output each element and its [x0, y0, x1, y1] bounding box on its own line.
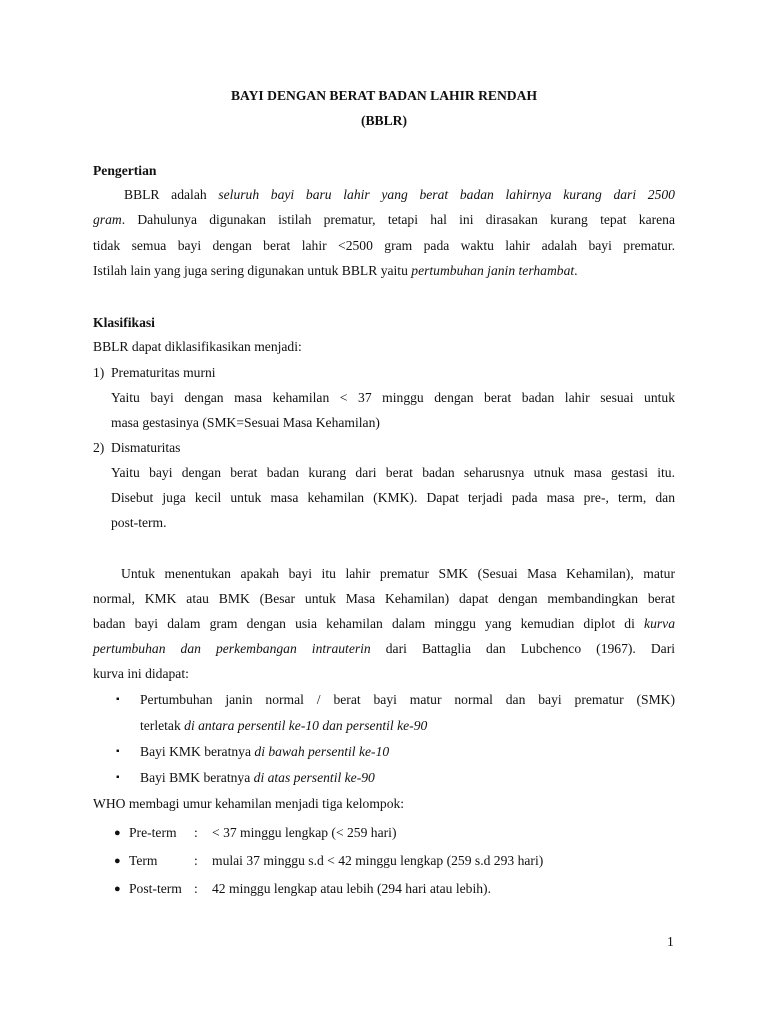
- document-title-line1: BAYI DENGAN BERAT BADAN LAHIR RENDAH: [230, 88, 538, 103]
- who-desc: mulai 37 minggu s.d < 42 minggu lengkap (259 s.d 293 hari): [212, 853, 544, 868]
- who-colon: :: [194, 853, 198, 868]
- who-intro: WHO membagi umur kehamilan menjadi tiga kelompok:: [93, 796, 405, 811]
- paragraph-line: Untuk menentukan apakah bayi itu lahir prematur SMK (Sesuai Masa Kehamilan), matur: [121, 566, 675, 581]
- list-item-text: masa gestasinya (SMK=Sesuai Masa Kehamilan): [111, 415, 380, 430]
- list-item-text: Yaitu bayi dengan masa kehamilan < 37 minggu dengan berat badan lahir sesuai untuk: [111, 390, 675, 405]
- who-desc: < 37 minggu lengkap (< 259 hari): [212, 825, 397, 840]
- document-title-line2: (BBLR): [360, 113, 408, 128]
- list-number: 1): [93, 365, 105, 380]
- list-item-text: post-term.: [111, 515, 167, 530]
- paragraph-line: kurva ini didapat:: [93, 666, 189, 681]
- round-bullet-icon: ●: [114, 855, 121, 867]
- who-colon: :: [194, 881, 198, 896]
- klasifikasi-intro: BBLR dapat diklasifikasikan menjadi:: [93, 339, 302, 354]
- paragraph-line: normal, KMK atau BMK (Besar untuk Masa Kehamilan) dapat dengan membandingkan berat: [93, 591, 675, 606]
- list-item-text: Yaitu bayi dengan berat badan kurang dari berat badan seharusnya utnuk masa gestasi itu.: [111, 465, 675, 480]
- paragraph-line: Istilah lain yang juga sering digunakan untuk BBLR yaitu pertumbuhan janin terhambat.: [93, 263, 578, 278]
- section-heading-pengertian: Pengertian: [93, 163, 157, 178]
- list-number: 2): [93, 440, 105, 455]
- bullet-text: Bayi KMK beratnya di bawah persentil ke-10: [140, 744, 390, 759]
- who-colon: :: [194, 825, 198, 840]
- round-bullet-icon: ●: [114, 827, 121, 839]
- who-term: Post-term: [129, 881, 182, 896]
- list-item-text: Disebut juga kecil untuk masa kehamilan (KMK). Dapat terjadi pada masa pre-, term, dan: [111, 490, 675, 505]
- square-bullet-icon: ▪: [116, 772, 120, 783]
- round-bullet-icon: ●: [114, 883, 121, 895]
- who-term: Term: [129, 853, 158, 868]
- bullet-text: Pertumbuhan janin normal / berat bayi matur normal dan bayi prematur (SMK): [140, 692, 675, 707]
- who-term: Pre-term: [129, 825, 177, 840]
- paragraph-line: BBLR adalah seluruh bayi baru lahir yang berat badan lahirnya kurang dari 2500: [124, 187, 675, 202]
- who-desc: 42 minggu lengkap atau lebih (294 hari atau lebih).: [212, 881, 491, 896]
- list-item-title: Prematuritas murni: [111, 365, 216, 380]
- square-bullet-icon: ▪: [116, 694, 120, 705]
- list-item-title: Dismaturitas: [111, 440, 181, 455]
- paragraph-line: pertumbuhan dan perkembangan intrauterin dari Battaglia dan Lubchenco (1967). Dari: [93, 641, 675, 656]
- section-heading-klasifikasi: Klasifikasi: [93, 315, 155, 330]
- bullet-text: terletak di antara persentil ke-10 dan persentil ke-90: [140, 718, 428, 733]
- square-bullet-icon: ▪: [116, 746, 120, 757]
- paragraph-line: tidak semua bayi dengan berat lahir <2500 gram pada waktu lahir adalah bayi prematur.: [93, 238, 675, 253]
- paragraph-line: badan bayi dalam gram dengan usia kehamilan dalam minggu yang kemudian diplot di kurva: [93, 616, 675, 631]
- page-number: 1: [667, 934, 674, 949]
- paragraph-line: gram. Dahulunya digunakan istilah prematur, tetapi hal ini dirasakan kurang tepat karena: [93, 212, 675, 227]
- bullet-text: Bayi BMK beratnya di atas persentil ke-90: [140, 770, 375, 785]
